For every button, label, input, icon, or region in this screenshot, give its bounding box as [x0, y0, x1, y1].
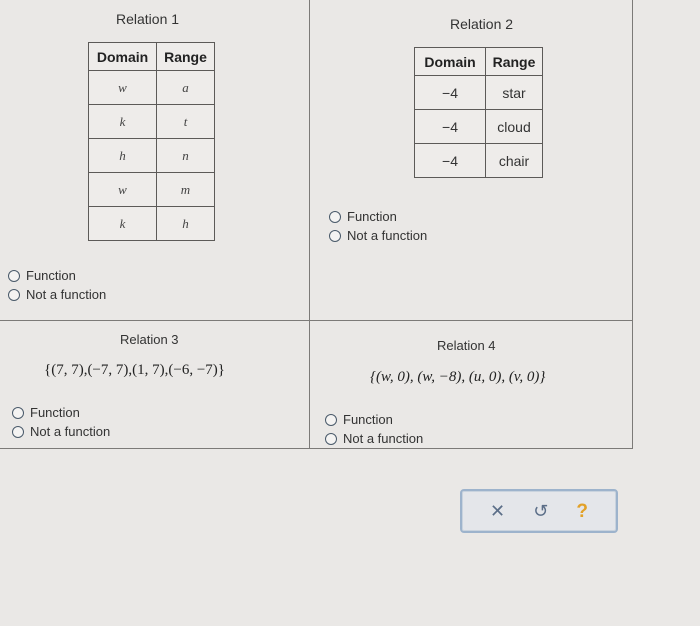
relation4-option-not-function[interactable] — [325, 429, 423, 448]
range-cell: t — [157, 105, 215, 139]
range-cell: star — [486, 76, 543, 110]
table-row — [415, 110, 543, 144]
option-label: Function — [26, 268, 76, 283]
radio-button[interactable] — [12, 407, 24, 419]
option-label: Function — [343, 412, 393, 427]
radio-button[interactable] — [329, 211, 341, 223]
option-label: Not a function — [26, 287, 107, 302]
domain-cell: w — [89, 71, 157, 105]
table-row — [415, 76, 543, 110]
answer-toolbar — [460, 489, 618, 533]
grid-divider-vertical — [309, 0, 310, 448]
table-row — [89, 139, 215, 173]
domain-cell: −4 — [415, 110, 486, 144]
relation4-title: Relation 4 — [437, 338, 496, 353]
relation2-option-function[interactable] — [329, 207, 427, 226]
domain-cell: k — [89, 207, 157, 241]
option-label: Not a function — [343, 431, 424, 446]
relation2-title: Relation 2 — [450, 16, 514, 32]
grid-divider-horizontal — [0, 320, 632, 321]
relation1-option-function[interactable] — [8, 266, 106, 285]
relation1-table — [88, 42, 215, 241]
domain-cell: −4 — [415, 76, 486, 110]
table-row — [89, 207, 215, 241]
clear-icon[interactable]: ✕ — [490, 501, 506, 521]
undo-icon[interactable]: ↺ — [533, 501, 549, 521]
range-cell: m — [157, 173, 215, 207]
domain-cell: h — [89, 139, 157, 173]
radio-button[interactable] — [325, 414, 337, 426]
radio-button[interactable] — [325, 433, 337, 445]
relation3-set: {(7, 7),(−7, 7),(1, 7),(−6, −7)} — [44, 362, 225, 378]
relation4-option-function[interactable] — [325, 410, 423, 429]
relation1-options — [8, 266, 106, 304]
range-header: Range — [486, 48, 543, 76]
help-icon[interactable]: ? — [576, 500, 588, 522]
relation1-title: Relation 1 — [116, 11, 180, 27]
table-row — [415, 144, 543, 178]
radio-button[interactable] — [12, 426, 24, 438]
range-cell: n — [157, 139, 215, 173]
relation1-option-not-function[interactable] — [8, 285, 106, 304]
domain-header: Domain — [89, 43, 157, 71]
table-row — [89, 71, 215, 105]
relation2-options — [329, 207, 427, 245]
relation3-option-not-function[interactable] — [12, 422, 110, 441]
range-header: Range — [157, 43, 215, 71]
range-cell: chair — [486, 144, 543, 178]
domain-cell: w — [89, 173, 157, 207]
option-label: Function — [30, 405, 80, 420]
option-label: Not a function — [347, 228, 428, 243]
domain-header: Domain — [415, 48, 486, 76]
relation3-options — [12, 403, 110, 441]
table-row — [89, 105, 215, 139]
option-label: Not a function — [30, 424, 111, 439]
relation2-option-not-function[interactable] — [329, 226, 427, 245]
radio-button[interactable] — [8, 289, 20, 301]
radio-button[interactable] — [329, 230, 341, 242]
domain-cell: −4 — [415, 144, 486, 178]
relation4-set: {(w, 0), (w, −8), (u, 0), (v, 0)} — [370, 369, 546, 385]
range-cell: h — [157, 207, 215, 241]
relation3-title: Relation 3 — [120, 332, 179, 347]
table-row — [89, 173, 215, 207]
range-cell: cloud — [486, 110, 543, 144]
range-cell: a — [157, 71, 215, 105]
option-label: Function — [347, 209, 397, 224]
relation2-table — [414, 47, 543, 178]
relation4-options — [325, 410, 423, 448]
domain-cell: k — [89, 105, 157, 139]
radio-button[interactable] — [8, 270, 20, 282]
relation3-option-function[interactable] — [12, 403, 110, 422]
